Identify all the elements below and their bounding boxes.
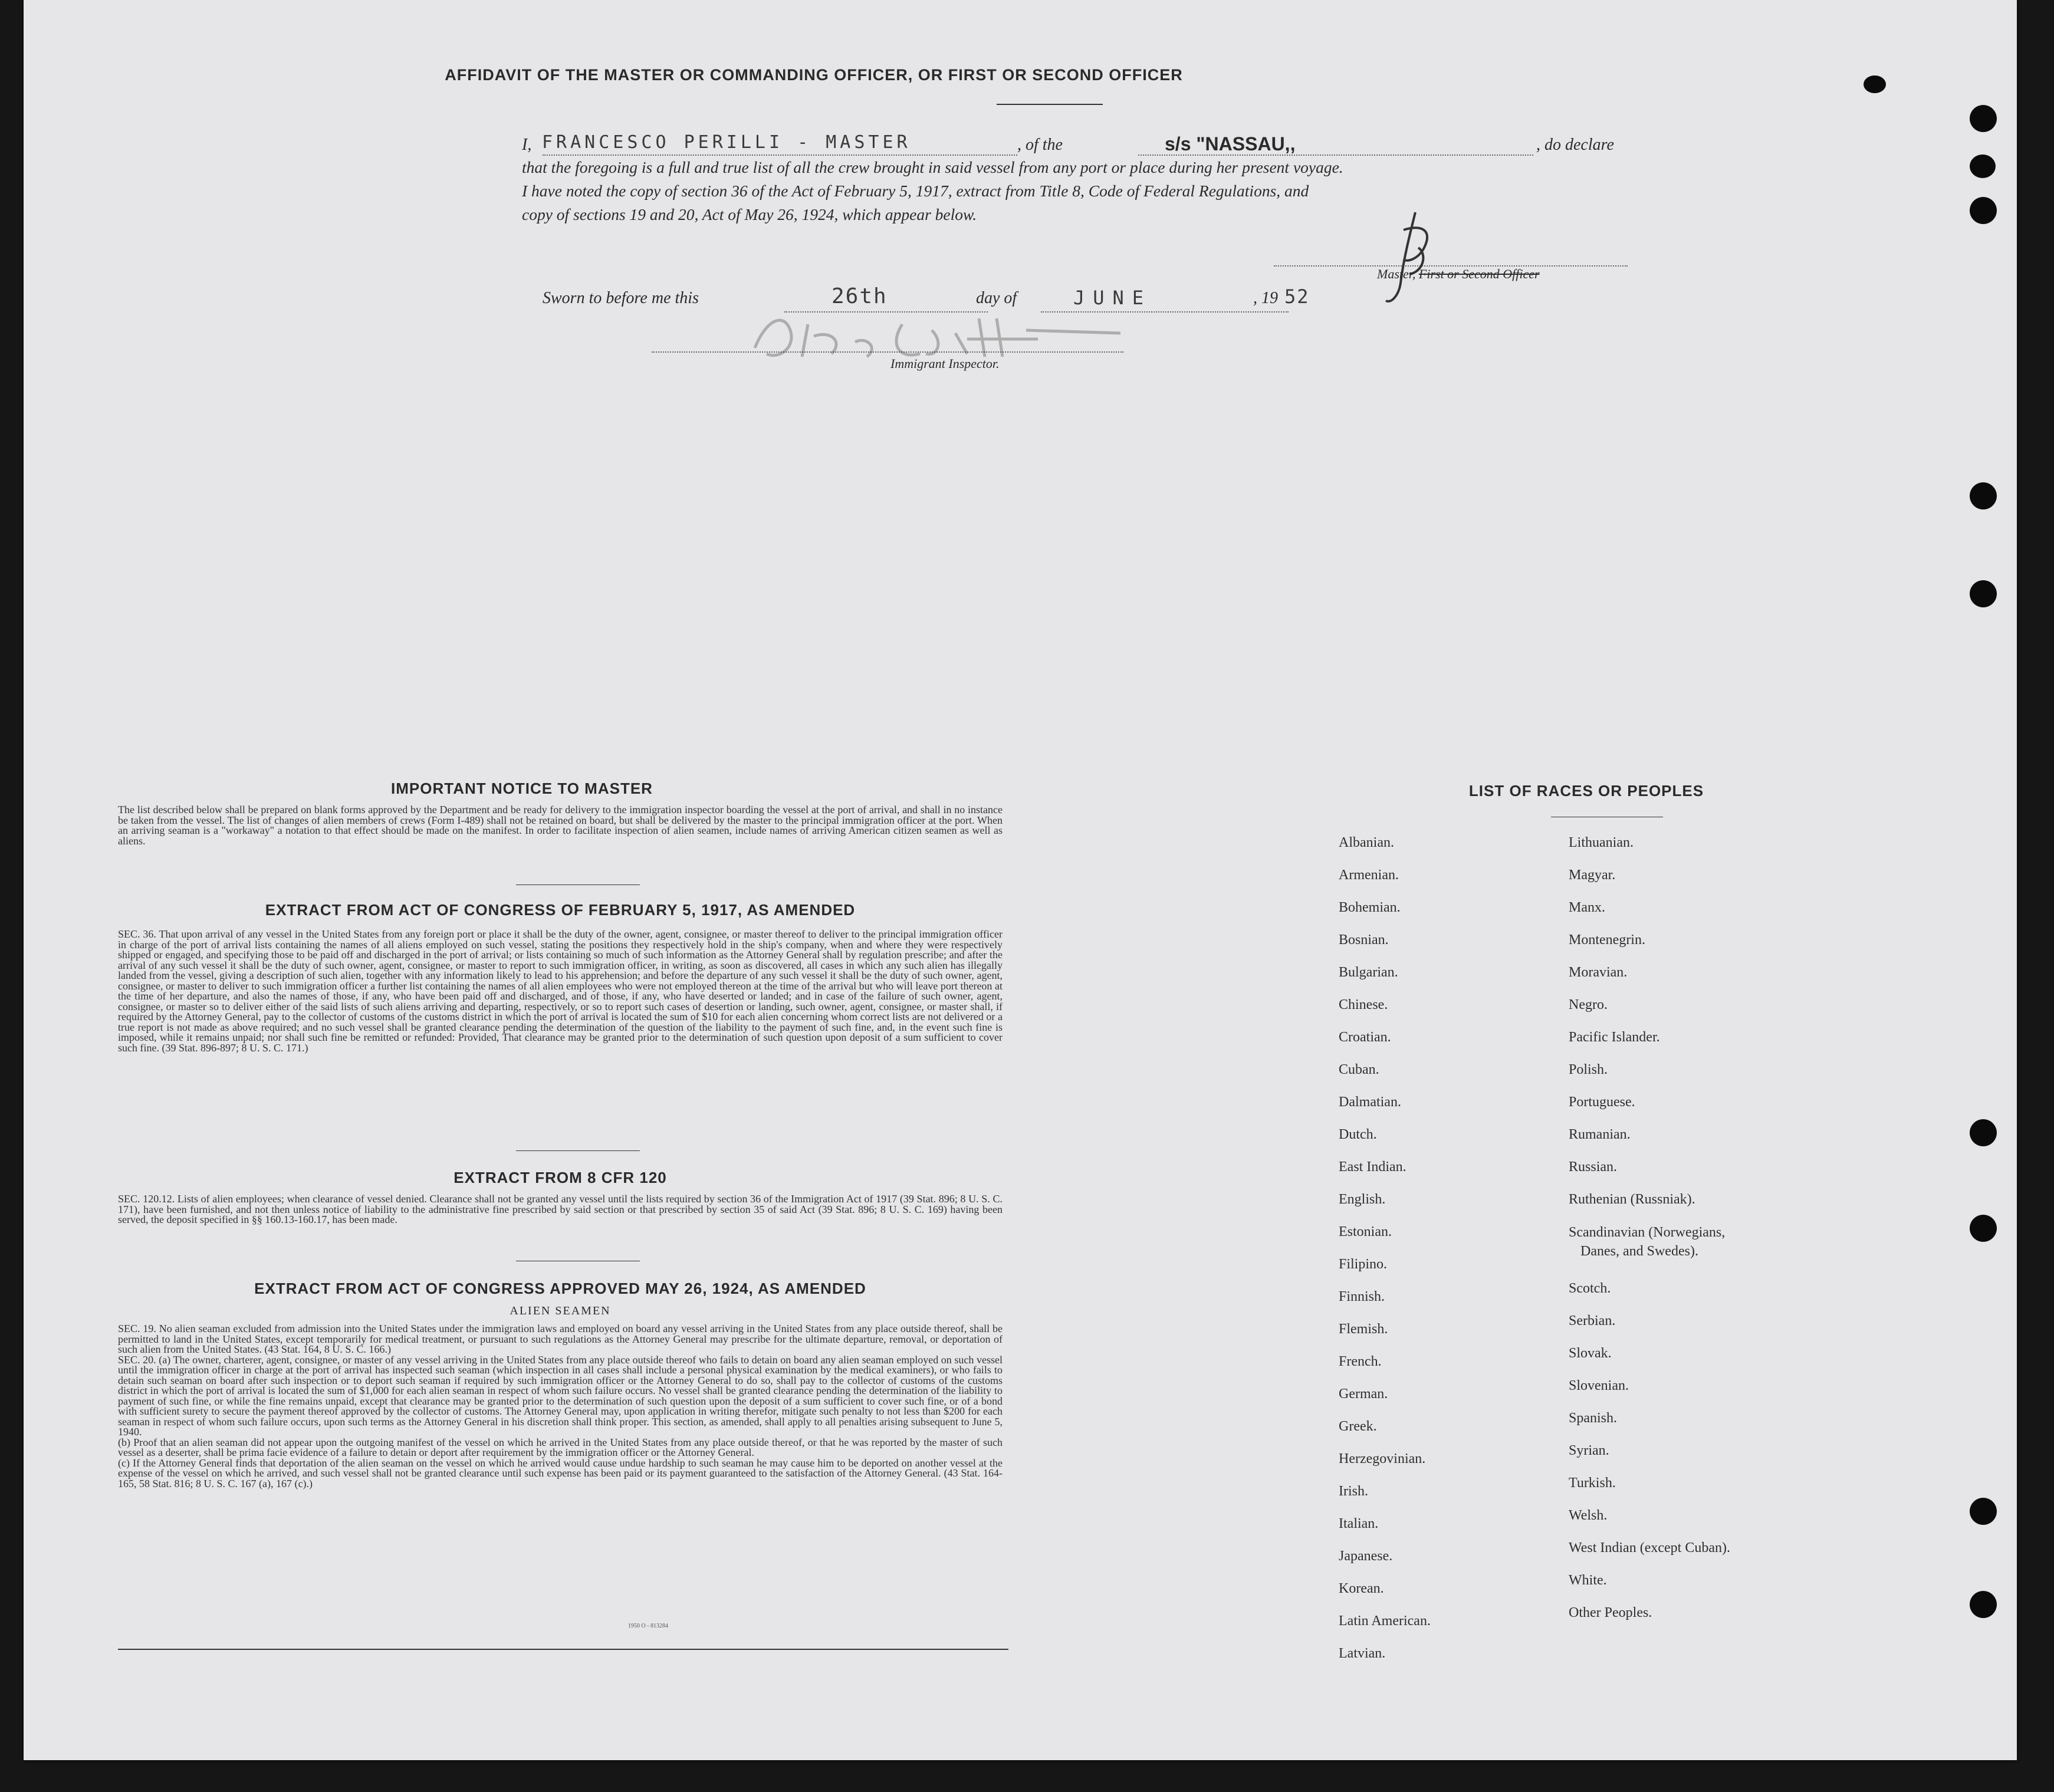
race-item: Scotch.	[1569, 1281, 1611, 1296]
race-item: Pacific Islander.	[1569, 1030, 1660, 1045]
races-right-column	[1569, 827, 1730, 1629]
race-item: Croatian.	[1339, 1030, 1391, 1045]
race-item: Armenian.	[1339, 867, 1399, 883]
notice-title: IMPORTANT NOTICE TO MASTER	[391, 780, 653, 797]
race-item: Spanish.	[1569, 1410, 1618, 1426]
race-item: Japanese.	[1339, 1548, 1393, 1564]
races-left-column	[1339, 827, 1431, 1670]
race-item: French.	[1339, 1354, 1382, 1369]
declaration-line-4: copy of sections 19 and 20, Act of May 26, 1924, which appear below.	[522, 205, 977, 223]
vessel-fill-line	[1138, 154, 1533, 156]
master-name-handwritten: FRANCESCO PERILLI - MASTER	[542, 132, 911, 153]
punch-hole	[1970, 1119, 1997, 1146]
sworn-year: 52	[1284, 285, 1310, 308]
sworn-day: 26th	[832, 284, 888, 308]
race-item: Dalmatian.	[1339, 1094, 1401, 1110]
punch-hole	[1970, 482, 1997, 509]
race-item: Korean.	[1339, 1581, 1384, 1596]
race-item: Bohemian.	[1339, 900, 1401, 915]
extract-1924-title: EXTRACT FROM ACT OF CONGRESS APPROVED MAY 26, 1924, AS AMENDED	[254, 1280, 866, 1297]
race-item: Slovak.	[1569, 1346, 1612, 1361]
extract-1917-body: SEC. 36. That upon arrival of any vessel in the United States from any foreign port or place it shall be the duty of the owner, agent, consignee, or master thereof to deliver to the principal immigration officer in charge of the port of arrival lists containing the names of all aliens employed on such vessel, stating the positions they respectively hold in the ship's company, when and where they were respectively shipped or engaged, and specifying those to be paid off and discharged in the port of arrival; or lists containing so much of such information as the Attorney General shall by regulation prescribe; and after the arrival of any such vessel it shall be the duty of such owner, agent, consignee, or master to report to such immigration officer, in writing, as soon as discovered, all cases in which any such alien has illegally landed from the vessel, giving a description of such alien, together with any information likely to lead to his apprehension; and before the departure of any such vessel it shall be the duty of such owner, agent, consignee, or master to deliver to such immigration officer a further list containing the names of all alien employees who were not employed thereon at the time of the arrival but who will leave port thereon at the time of her departure, and also the names of those, if any, who have been paid off and discharged, and of those, if any, who have deserted or landed; and in case of the failure of such owner, agent, consignee, or master so to deliver either of the said lists of such aliens arriving and departing, respectively, or so to report such cases of desertion or landing, such owner, agent, consignee, or master shall, if required by the Attorney General, pay to the collector of customs of the customs district in which the port of arrival is located the sum of $10 for each alien concerning whom correct lists are not delivered or a true report is not made as above required; and no such vessel shall be granted clearance pending the determination of the question of the liability to the payment of such fine, and, in the event such fine is imposed, while it remains unpaid; nor shall such fine be remitted or refunded: Provided, That clearance may be granted prior to the determination of such question upon deposit of a sum sufficient to cover such fine. (39 Stat. 896-897; 8 U. S. C. 171.)	[118, 928, 1003, 1054]
race-item: Slovenian.	[1569, 1378, 1629, 1393]
master-signature	[1368, 206, 1451, 313]
punch-hole	[1864, 75, 1886, 93]
race-item: Syrian.	[1569, 1443, 1609, 1458]
punch-hole	[1970, 1591, 1997, 1618]
race-item: Bosnian.	[1339, 932, 1389, 948]
declaration-line-1	[522, 131, 1631, 154]
race-item: Bulgarian.	[1339, 965, 1398, 980]
inspector-label: Immigrant Inspector.	[890, 356, 1000, 371]
extract-cfr-body: SEC. 120.12. Lists of alien employees; when clearance of vessel denied. Clearance shall not be granted any vessel until the lists required by section 36 of the Immigration Act of 1917 (39 Stat. 896; 8 U. S. C. 171), have been furnished, and not then unless notice of liability to the administrative fine prescribed by said section or that prescribed by section 35 of said Act (39 Stat. 896; 8 U. S. C. 169) having been served, the deposit specified in §§ 160.13-160.17, has been made.	[118, 1193, 1003, 1225]
races-title: LIST OF RACES OR PEOPLES	[1468, 782, 1704, 800]
footer-rule	[118, 1649, 1008, 1650]
race-item: Filipino.	[1339, 1257, 1388, 1272]
race-item: Negro.	[1569, 997, 1608, 1012]
race-item: Greek.	[1339, 1419, 1377, 1434]
race-item: East Indian.	[1339, 1159, 1406, 1175]
race-item: Estonian.	[1339, 1224, 1392, 1239]
punch-hole	[1970, 1498, 1997, 1525]
race-item: Other Peoples.	[1569, 1605, 1652, 1620]
signer-role	[1377, 267, 1540, 282]
race-item: English.	[1339, 1192, 1386, 1207]
race-item: Flemish.	[1339, 1321, 1388, 1337]
punch-hole	[1970, 580, 1997, 607]
affidavit-title: AFFIDAVIT OF THE MASTER OR COMMANDING OFFICER, OR FIRST OR SECOND OFFICER	[445, 66, 1183, 84]
sworn-label: Sworn to before me this	[543, 289, 699, 307]
sec-20b-text: (b) Proof that an alien seaman did not appear upon the outgoing manifest of the vessel on which he arrived in the United States from any place outside thereof, or that he was reported by the master of such vessel as a deserter, shall be prima facie evidence of a failure to detain or deport after requirement by the immigration officer or the Attorney General.	[118, 1436, 1003, 1458]
vessel-name: s/s "NASSAU,,	[1165, 133, 1296, 154]
punch-hole	[1970, 105, 1997, 132]
race-item: Cuban.	[1339, 1062, 1379, 1077]
declaration-line-3: I have noted the copy of section 36 of the Act of February 5, 1917, extract from Title 8, Code of Federal Regulations, and	[522, 182, 1309, 200]
race-item: Moravian.	[1569, 965, 1628, 980]
race-item: West Indian (except Cuban).	[1569, 1540, 1730, 1556]
race-item: Serbian.	[1569, 1313, 1616, 1329]
race-item: Lithuanian.	[1569, 835, 1634, 850]
name-fill-line	[543, 154, 1017, 156]
race-item: Welsh.	[1569, 1508, 1608, 1523]
race-item: Danes, and Swedes).	[1580, 1244, 1698, 1259]
race-item: Herzegovinian.	[1339, 1451, 1426, 1467]
race-item: Manx.	[1569, 900, 1605, 915]
extract-1924-body	[118, 1324, 1003, 1489]
race-item: Polish.	[1569, 1062, 1608, 1077]
day-of-label: day of	[976, 289, 1017, 307]
race-item: Scandinavian (Norwegians,	[1569, 1225, 1726, 1240]
race-item: Montenegrin.	[1569, 932, 1645, 948]
declaration-prefix: I,	[522, 136, 532, 154]
of-the-text: , of the	[1017, 136, 1063, 154]
year-prefix: , 19	[1253, 289, 1278, 307]
do-declare-text: , do declare	[1536, 136, 1614, 154]
signer-role-master: Master,	[1377, 267, 1419, 281]
sec-20a-text: SEC. 20. (a) The owner, charterer, agent, consignee, or master of any vessel arriving in the United States from any place outside thereof who fails to detain on board any alien seaman employed on such vessel until the immigration officer in charge at the port of arrival has inspected such seaman (which inspection in all cases shall include a personal physical examination by the medical examiners), or who fails to detain such seaman on board after such inspection or to deport such seaman if required by such immigration officer or the Attorney General to do so, shall pay to the collector of customs of the customs district in which the port of arrival is located the sum of $1,000 for each alien seaman in respect of whom such failure occurs. No vessel shall be granted clearance pending the determination of the liability to payment of such fine, or while the fine remains unpaid, except that clearance may be granted prior to the determination of such question upon the deposit of a sum sufficient to cover such fine, or of a bond with sufficient surety to secure the payment thereof approved by the collector of customs. The Attorney General may, upon application in writing therefor, mitigate such penalty to not less than $200 for each seaman in respect of whom such failure occurs, upon such terms as the Attorney General in his discretion shall think proper. This section, as amended, shall apply to all penalties arising subsequent to June 5, 1940.	[118, 1353, 1003, 1438]
extract-1917-divider	[516, 1150, 640, 1151]
race-item: Finnish.	[1339, 1289, 1385, 1304]
race-item: Latvian.	[1339, 1646, 1386, 1661]
race-item: Portuguese.	[1569, 1094, 1635, 1110]
race-item: Irish.	[1339, 1484, 1368, 1499]
extract-cfr-title: EXTRACT FROM 8 CFR 120	[453, 1169, 667, 1186]
notice-body: The list described below shall be prepared on blank forms approved by the Department and be ready for delivery to the immigration inspector boarding the vessel at the port of arrival, and shall in no instance be taken from the vessel. The list of changes of alien members of crews (Form I-489) shall not be retained on board, but shall be delivered by the master to the principal immigration officer at the port. When an arriving seaman is a "workaway" a notation to that effect should be made on the manifest. In order to facilitate inspection of alien seamen, include names of arriving American citizen seamen as well as aliens.	[118, 804, 1003, 847]
race-item: German.	[1339, 1386, 1388, 1402]
race-item: Latin American.	[1339, 1613, 1431, 1629]
punch-hole	[1970, 1215, 1997, 1242]
title-underline	[997, 104, 1103, 105]
extract-1917-title: EXTRACT FROM ACT OF CONGRESS OF FEBRUARY 5, 1917, AS AMENDED	[265, 901, 856, 919]
race-item: White.	[1569, 1573, 1607, 1588]
signer-role-struck: First or Second Officer	[1418, 267, 1540, 281]
race-item: Magyar.	[1569, 867, 1616, 883]
sec-20c-text: (c) If the Attorney General finds that deportation of the alien seaman on the vessel on which he arrived would cause undue hardship to such seaman he may cause him to be deported on another vessel at the expense of the vessel on which he arrived, and such vessel shall not be granted clearance until such expense has been paid or its payment guaranteed to the satisfaction of the Attorney General. (43 Stat. 164-165, 58 Stat. 816; 8 U. S. C. 167 (a), 167 (c).)	[118, 1456, 1003, 1490]
declaration-line-2: that the foregoing is a full and true list of all the crew brought in said vessel from any port or place during her present voyage.	[522, 158, 1343, 176]
race-item: Ruthenian (Russniak).	[1569, 1192, 1695, 1207]
alien-seamen-subtitle: ALIEN SEAMEN	[510, 1304, 611, 1317]
race-item: Albanian.	[1339, 835, 1394, 850]
sec-19-text: SEC. 19. No alien seaman excluded from admission into the United States under the immigration laws and employed on board any vessel arriving in the United States from any place outside thereof, shall be permitted to land in the United States, except temporarily for medical treatment, or pursuant to such regulations as the Attorney General may prescribe for the ultimate departure, removal, or deportation of such alien from the United States. (43 Stat. 164, 8 U. S. C. 166.)	[118, 1323, 1003, 1355]
race-item: Italian.	[1339, 1516, 1379, 1531]
race-item: Dutch.	[1339, 1127, 1377, 1142]
race-item: Russian.	[1569, 1159, 1618, 1175]
race-item: Chinese.	[1339, 997, 1388, 1012]
punch-hole	[1970, 154, 1996, 178]
race-item: Turkish.	[1569, 1475, 1616, 1491]
sworn-month: JUNE	[1073, 287, 1152, 309]
form-page	[24, 0, 2017, 1760]
race-item: Rumanian.	[1569, 1127, 1631, 1142]
punch-hole	[1970, 197, 1997, 224]
printer-mark: 1950 O - 813284	[628, 1623, 669, 1629]
